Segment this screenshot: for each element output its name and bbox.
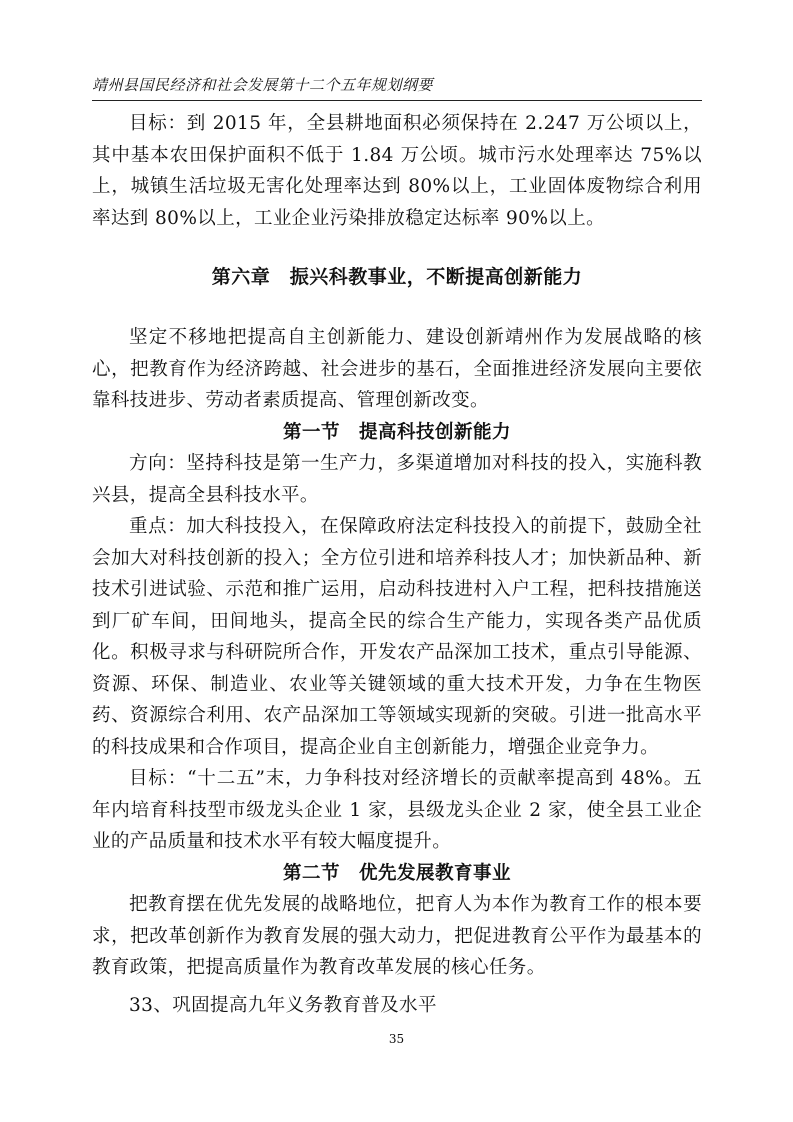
- paragraph-focus: 重点：加大科技投入，在保障政府法定科技投入的前提下，鼓励全社会加大对科技创新的投入；全方位引进和培养科技人才；加快新品种、新技术引进试验、示范和推广运用，启动科技进村入户工程，把科技措施送到厂矿车间，田间地头，提高全民的综合生产能力，实现各类产品优质化。积极寻求与科研院所合作，开发农产品深加工技术，重点引导能源、资源、环保、制造业、农业等关键领域的重大技术开发，力争在生物医药、资源综合利用、农产品深加工等领域实现新的突破。引进一批高水平的科技成果和合作项目，提高企业自主创新能力，增强企业竞争力。: [92, 516, 702, 758]
- page-number: 35: [388, 1032, 405, 1046]
- document-title: 靖州县国民经济和社会发展第十二个五年规划纲要: [92, 76, 434, 94]
- paragraph-chapter-intro: 坚定不移地把提高自主创新能力、建设创新靖州作为发展战略的核心，把教育作为经济跨越、社会进步的基石，全面推进经济发展向主要依靠科技进步、劳动者素质提高、管理创新改变。: [92, 327, 702, 411]
- page-body: [92, 108, 702, 1021]
- section-title-2: 第二节 优先发展教育事业: [282, 862, 511, 884]
- list-item-33: 33、巩固提高九年义务教育普及水平: [129, 994, 437, 1016]
- chapter-title: 第六章 振兴科教事业，不断提高创新能力: [211, 266, 583, 288]
- paragraph-targets: 目标：到 2015 年，全县耕地面积必须保持在 2.247 万公顷以上，其中基本农田保护面积不低于 1.84 万公顷。城市污水处理率达 75%以上，城镇生活垃圾无害化处理率达到 80%以上，工业固体废物综合利用率达到 80%以上，工业企业污染排放稳定达标率 90%以上。: [92, 113, 702, 229]
- paragraph-direction: 方向：坚持科技是第一生产力，多渠道增加对科技的投入，实施科教兴县，提高全县科技水平。: [92, 453, 702, 506]
- spacer: [92, 234, 702, 262]
- spacer: [92, 292, 702, 322]
- running-header: [92, 66, 702, 101]
- paragraph-education: 把教育摆在优先发展的战略地位，把育人为本作为教育工作的根本要求，把改革创新作为教育发展的强大动力，把促进教育公平作为最基本的教育政策，把提高质量作为教育改革发展的核心任务。: [92, 894, 702, 978]
- section-title-1: 第一节 提高科技创新能力: [282, 421, 511, 443]
- paragraph-goal: 目标：“十二五”末，力争科技对经济增长的贡献率提高到 48%。五年内培育科技型市级龙头企业 1 家，县级龙头企业 2 家，使全县工业企业的产品质量和技术水平有较大幅度提升。: [92, 768, 702, 852]
